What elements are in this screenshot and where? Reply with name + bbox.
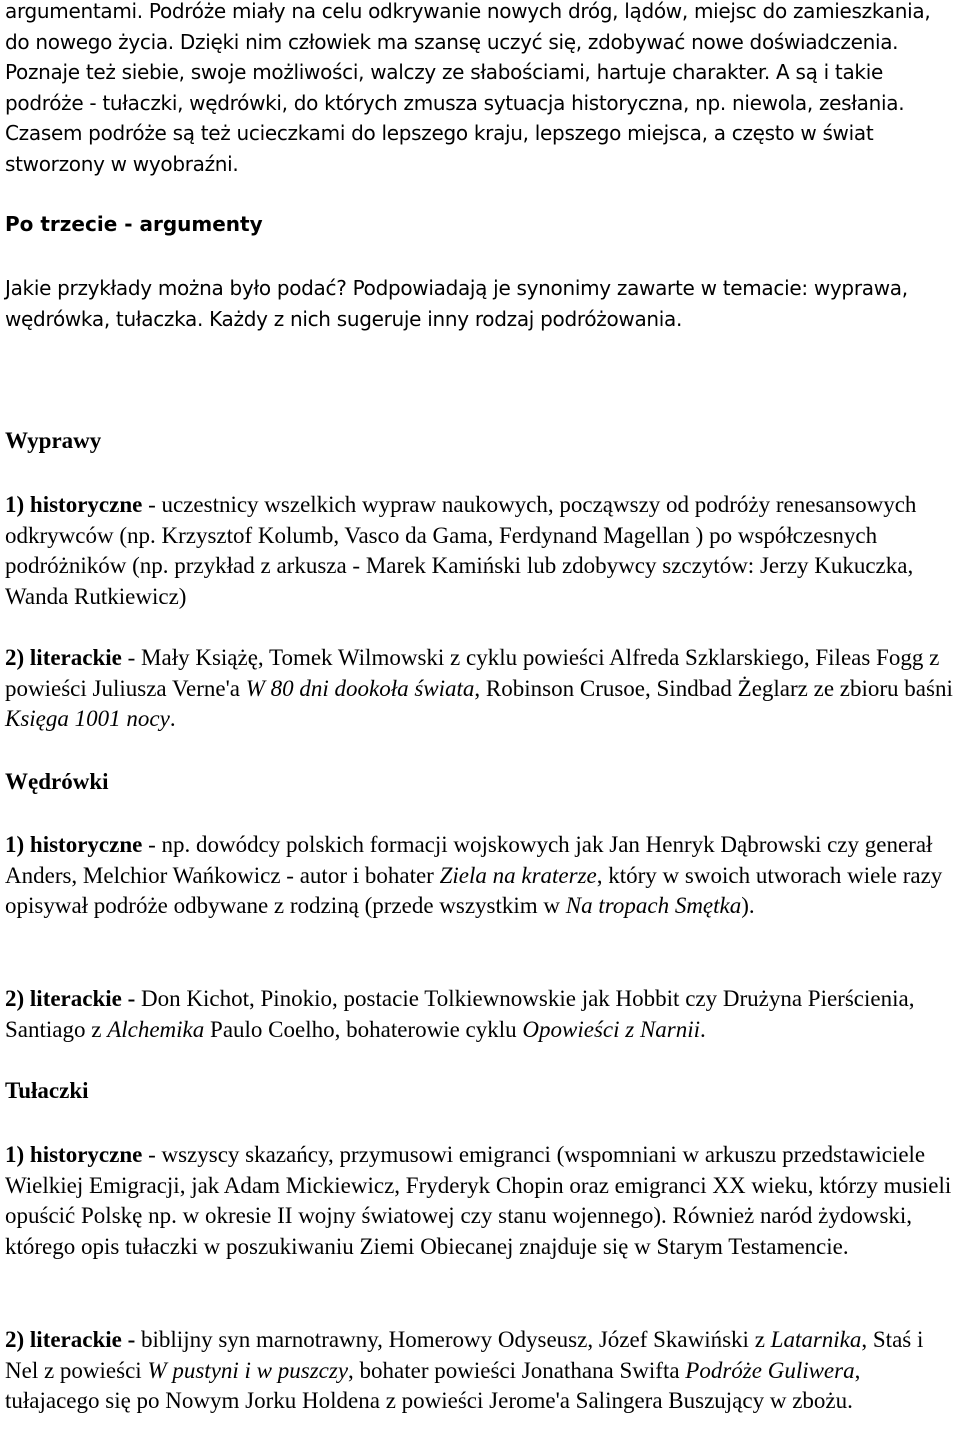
- wedrowki-literackie-text-b: Paulo Coelho, bohaterowie cyklu: [204, 1016, 523, 1042]
- wedrowki-historyczne-label: 1) historyczne: [5, 832, 143, 857]
- wedrowki-literackie-text-a: Don Kichot, Pinokio, postacie Tolkiewnowskie jak Hobbit czy Drużyna Pierścienia, Santiago z: [5, 986, 915, 1042]
- tulaczki-literackie-text-d: , tułajacego się po Nowym Jorku Holdena z powieści Jerome'a Salingera Buszujący w zbożu.: [5, 1357, 861, 1414]
- wyprawy-historyczne-text: - uczestnicy wszelkich wypraw naukowych, począwszy od podróży renesansowych odkrywców (np. Krzysztof Kolumb, Vasco da Gama, Ferdynand Magellan ) po współczesnych podróżników (np. przykład z arkusza - Marek Kamiński lub zdobywcy szczytów: Jerzy Kukuczka, Wanda Rutkiewicz): [5, 492, 917, 610]
- intro-paragraph: argumentami. Podróże miały na celu odkrywanie nowych dróg, lądów, miejsc do zamieszkania, do nowego życia. Dzięki nim człowiek ma szansę uczyć się, zdobywać nowe doświadczenia. Poznaje też siebie, swoje możliwości, walczy ze słabościami, hartuje charakter. A są i takie podróże - tułaczki, wędrówki, do których zmusza sytuacja historyczna, np. niewola, zesłania. Czasem podróże są też ucieczkami do lepszego kraju, lepszego miejsca, a często w świat stworzony w wyobraźni.: [5, 0, 931, 176]
- book-title-podroze-guliwera: Podróże Guliwera: [685, 1357, 855, 1383]
- wyprawy-literackie-text-c: .: [169, 706, 176, 732]
- tulaczki-literackie-text-c: , bohater powieści Jonathana Swifta: [348, 1357, 686, 1383]
- book-title-ksiega-1001-nocy: Księga 1001 nocy: [5, 706, 170, 732]
- wyprawy-literackie-label: 2) literackie: [5, 645, 122, 670]
- wyprawy-literackie-text-a: - Mały Książę, Tomek Wilmowski z cyklu powieści Alfreda Szklarskiego, Fileas Fogg z powieści Juliusza Verne'a: [5, 645, 940, 701]
- book-title-opowiesci-z-narnii: Opowieści z Narnii: [522, 1016, 701, 1042]
- book-title-alchemika: Alchemika: [107, 1016, 205, 1042]
- tulaczki-historyczne-text: - wszyscy skazańcy, przymusowi emigranci (wspomniani w arkuszu przedstawiciele Wielkiej Emigracji, jak Adam Mickiewicz, Fryderyk Chopin oraz emigranci XX wieku, którzy musieli opuścić Polskę np. w okresie II wojny światowej czy stanu wojennego). Również naród żydowski, którego opis tułaczki w poszukiwaniu Ziemi Obiecanej znajduje się w Starym Testamencie.: [5, 1142, 952, 1260]
- book-title-80-dni: W 80 dni dookoła świata: [245, 675, 475, 701]
- tulaczki-literackie-label: 2) literackie -: [5, 1327, 136, 1352]
- wyprawy-historyczne-label: 1) historyczne: [5, 492, 143, 517]
- tulaczki-literackie-paragraph: [5, 1325, 955, 1417]
- heading-wyprawy: Wyprawy: [5, 428, 102, 453]
- wedrowki-literackie-text-c: .: [700, 1016, 706, 1042]
- wedrowki-historyczne-text-c: ).: [741, 893, 755, 919]
- wyprawy-literackie-text-b: , Robinson Crusoe, Sindbad Żeglarz ze zbioru baśni: [474, 675, 953, 701]
- tulaczki-historyczne-paragraph: [5, 1140, 955, 1263]
- wyprawy-historyczne-paragraph: [5, 490, 955, 613]
- tulaczki-historyczne-label: 1) historyczne: [5, 1142, 143, 1167]
- wedrowki-historyczne-paragraph: [5, 830, 955, 922]
- tulaczki-literackie-text-b: , Staś i Nel z powieści: [5, 1327, 924, 1383]
- book-title-latarnika: Latarnika: [770, 1327, 862, 1352]
- wedrowki-literackie-paragraph: [5, 984, 955, 1045]
- wedrowki-historyczne-text-a: - np. dowódcy polskich formacji wojskowych jak Jan Henryk Dąbrowski czy generał Anders, Melchior Wańkowicz - autor i bohater: [5, 832, 933, 888]
- book-title-w-pustyni-i-w-puszczy: W pustyni i w puszczy: [147, 1357, 349, 1383]
- book-title-ziela-na-kraterze: Ziela na kraterze: [439, 862, 597, 888]
- wedrowki-literackie-label: 2) literackie -: [5, 986, 136, 1011]
- tulaczki-literackie-text-a: biblijny syn marnotrawny, Homerowy Odyseusz, Józef Skawiński z: [135, 1327, 771, 1352]
- arguments-paragraph: Jakie przykłady można było podać? Podpowiadają je synonimy zawarte w temacie: wyprawa, wędrówka, tułaczka. Każdy z nich sugeruje inny rodzaj podróżowania.: [5, 276, 908, 331]
- book-title-na-tropach-smetka: Na tropach Smętka: [565, 893, 742, 919]
- wedrowki-historyczne-text-b: , który w swoich utworach wiele razy opisywał podróże odbywane z rodziną (przede wszystkim w: [5, 862, 943, 919]
- heading-tulaczki: Tułaczki: [5, 1078, 89, 1103]
- heading-wedrowki: Wędrówki: [5, 769, 109, 794]
- wyprawy-literackie-paragraph: [5, 643, 955, 735]
- section-heading-arguments: Po trzecie - argumenty: [5, 212, 263, 236]
